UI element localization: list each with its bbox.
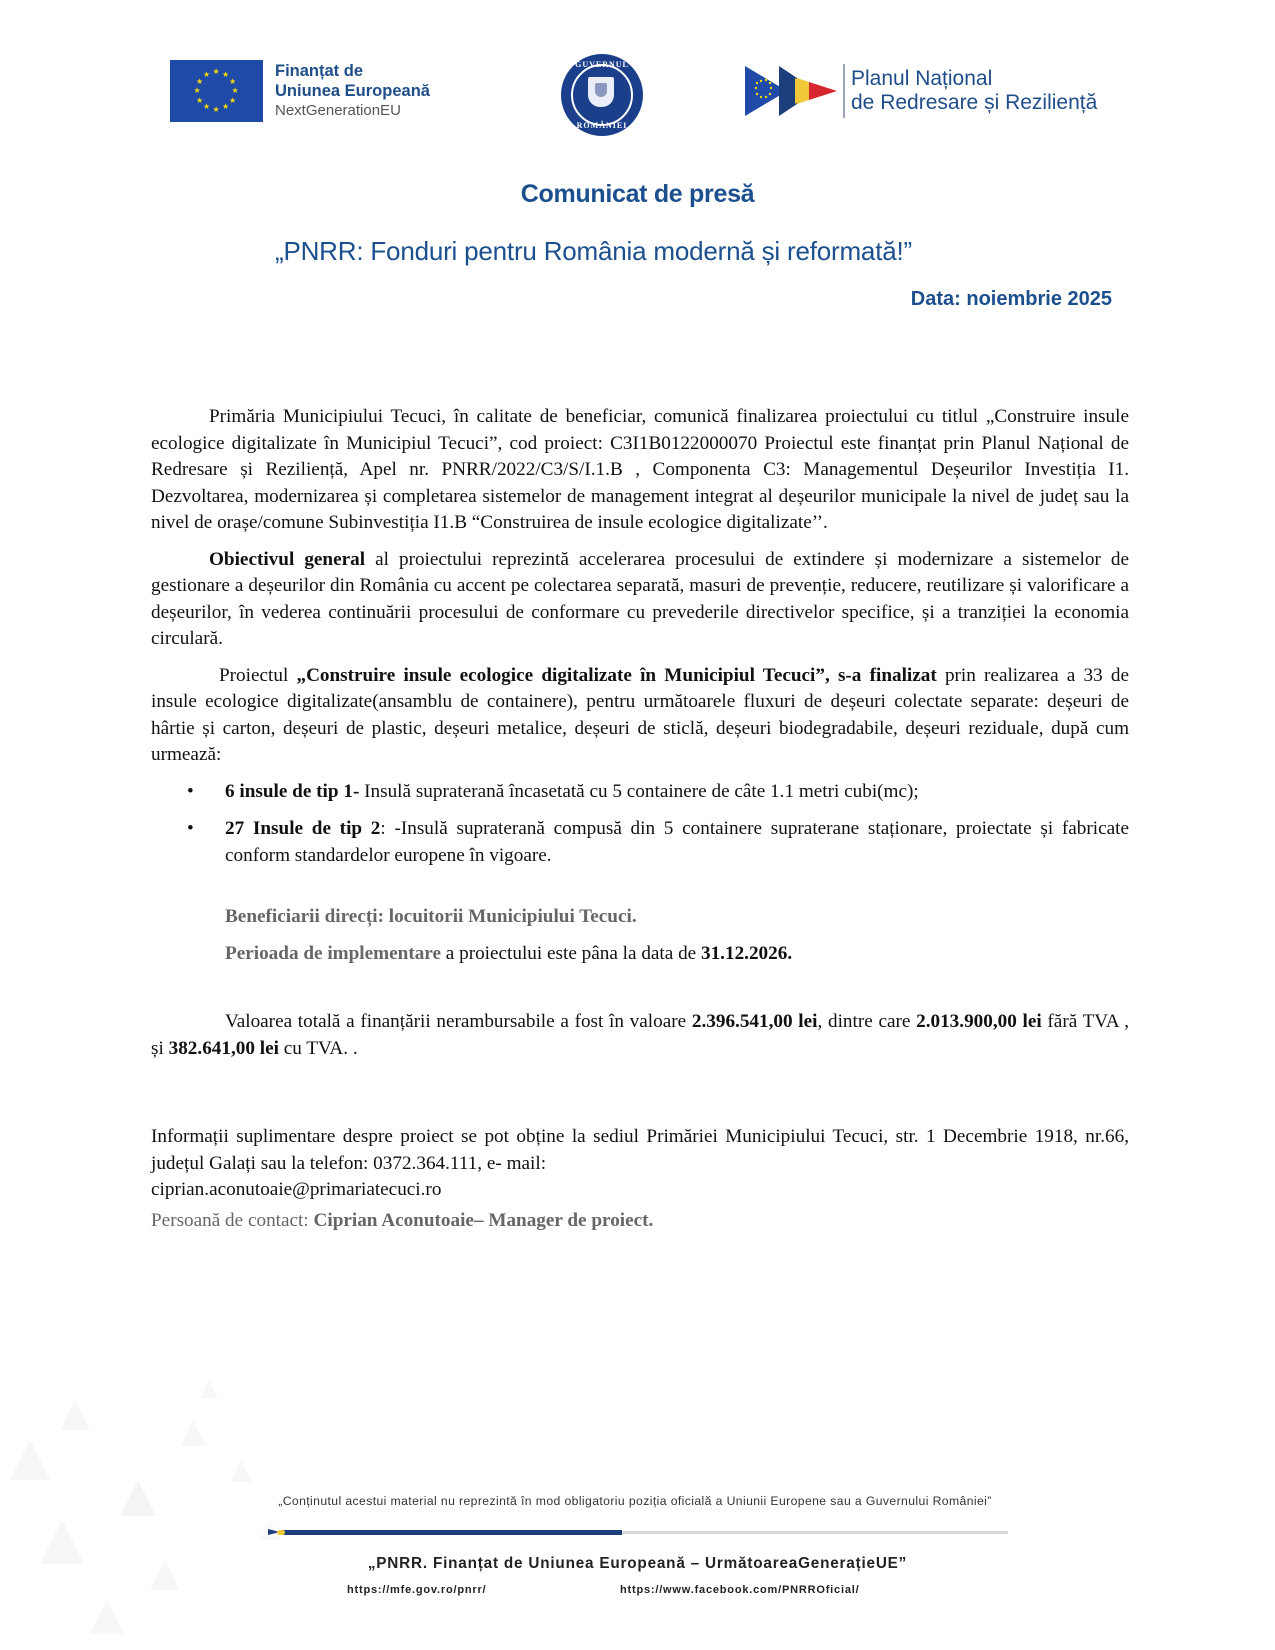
contact-email[interactable]: ciprian.aconutoaie@primariatecuci.ro — [151, 1179, 442, 1200]
contact-person — [151, 1208, 1129, 1235]
eu-logo-text — [275, 61, 430, 121]
eu-star-icon: ★ — [196, 76, 204, 86]
eu-funding-logo — [170, 60, 430, 122]
period-label: Perioada de implementare — [225, 942, 441, 964]
disclaimer-text: „Conținutul acestui material nu reprezintă în mod obligatoriu poziția oficială a Uniunii Europene sau a Guvernului României” — [278, 1494, 992, 1508]
eu-star-icon: ★ — [222, 69, 230, 79]
eu-star-icon: ★ — [193, 86, 201, 95]
island-types-list — [151, 779, 1129, 870]
eu-star-icon: ★ — [222, 102, 230, 112]
objective-text: al proiectului reprezintă accelerarea procesului de extindere și modernizare a sistemelor de gestionare a deșeurilor din România cu accent pe colectarea separată, masuri de prevenție, reducere, reutilizare și valorificare a deșeurilor, în vederea continuării procesului de conformare cu prevederile directivelor specifice, și a tranziției la economia circulară. — [151, 548, 1130, 649]
logo-divider — [843, 64, 845, 118]
decorative-triangle — [230, 1460, 252, 1482]
project-paragraph — [151, 663, 1129, 769]
eu-logo-line3: NextGenerationEU — [275, 102, 401, 119]
value-text: Valoarea totală a finanțării nerambursabile a fost în valoare — [225, 1011, 692, 1032]
footer-slogan: „PNRR. Finanțat de Uniunea Europeană – UrmătoareaGenerațieUE” — [367, 1555, 908, 1572]
eu-flag-icon — [170, 60, 263, 122]
coat-of-arms-icon — [588, 77, 614, 107]
eu-star-icon: ★ — [212, 105, 220, 114]
list-item-text: Insulă supraterană încasetată cu 5 containere de câte 1.1 metri cubi(mc); — [359, 780, 919, 802]
funding-value-paragraph — [151, 1009, 1129, 1062]
eu-star-icon: ★ — [228, 76, 237, 86]
decorative-triangle — [90, 1600, 124, 1634]
list-item — [187, 779, 1129, 806]
bullet-icon: • — [187, 780, 194, 802]
objective-label: Obiectivul general — [209, 548, 366, 570]
contact-label: Persoană de contact: — [151, 1209, 314, 1231]
project-name: „Construire insule ecologice digitalizate în Municipiul Tecuci”, s-a finalizat — [296, 664, 937, 686]
page-title: Comunicat de presă — [520, 180, 755, 208]
value-text: cu TVA. . — [278, 1037, 358, 1059]
document-date: Data: noiembrie 2025 — [910, 288, 1112, 310]
bar-grey-segment — [622, 1531, 1008, 1534]
value-vat: 382.641,00 lei — [168, 1037, 279, 1059]
objective-paragraph — [151, 547, 1129, 653]
bar-blue-segment — [282, 1530, 622, 1535]
list-item-text: : -Insulă supraterană compusă din 5 containere supraterane staționare, proiectate și fabricate conform standardelor europene în vigoare. — [225, 818, 1130, 866]
list-item-bold: 27 Insule de tip 2 — [225, 818, 381, 839]
eu-star-icon: ★ — [203, 69, 211, 79]
decorative-triangle — [60, 1400, 90, 1430]
decorative-triangle — [200, 1380, 218, 1398]
footer-divider-bar — [268, 1530, 1008, 1535]
eu-star-icon: ★ — [231, 86, 239, 95]
decorative-triangle — [180, 1420, 206, 1446]
value-total: 2.396.541,00 lei — [691, 1011, 818, 1032]
intro-paragraph: Primăria Municipiului Tecuci, în calitate de beneficiar, comunică finalizarea proiectului cu titlul „Construire insule ecologice digitalizate în Municipiul Tecuci”, cod proiect: C3I1B0122000070 Proiectul este finanțat prin Planul Național de Redresare și Reziliență, Apel nr. PNRR/2022/C3/S/I.1.B , Componenta C3: Managementul Deșeurilor Investiția I1. Dezvoltarea, modernizarea și completarea sistemelor de management integrat al deșeurilor municipale la nivel de județ sau la nivel de orașe/comune Subinvestiția I1.B “Construirea de insule ecologice digitalizate’’. — [151, 406, 1129, 533]
page-subtitle: „PNRR: Fonduri pentru România modernă și reformată!” — [275, 236, 912, 266]
eu-star-icon: ★ — [228, 95, 237, 105]
period-text: a proiectului este pâna la data de — [441, 942, 701, 964]
seal-top-text: GUVERNUL — [575, 60, 629, 69]
bullet-icon: • — [187, 818, 194, 839]
implementation-period — [151, 941, 1129, 968]
eu-star-icon: ★ — [196, 95, 204, 105]
info-text: Informații suplimentare despre proiect se pot obține la sediul Primăriei Municipiului Tecuci, str. 1 Decembrie 1918, nr.66, județul Galați sau la telefon: 0372.364.111, e- mail: — [151, 1126, 1129, 1174]
contact-name: Ciprian Aconutoaie– Manager de proiect. — [313, 1209, 654, 1231]
eu-logo-line1: Finanțat de — [275, 62, 364, 80]
period-date: 31.12.2026. — [700, 942, 793, 964]
project-prefix: Proiectul — [219, 664, 297, 686]
bar-yellow-dot — [277, 1530, 285, 1535]
project-text: prin realizarea a 33 de insule ecologice digitalizate(ansamblu de containere), pentru următoarele fluxuri de deșeuri colectate separate: deșeuri de hârtie și carton, deșeuri de plastic, deșeuri metalice, deșeuri de sticlă, deșeuri biodegradabile, deșeuri reziduale, după cum urmează: — [151, 664, 1129, 765]
value-text: fără TVA , și — [151, 1011, 1129, 1059]
list-item-bold: 6 insule de tip 1- — [225, 780, 360, 802]
info-paragraph — [151, 1124, 1129, 1204]
eu-star-icon: ★ — [212, 67, 220, 76]
pnrr-logo — [745, 64, 1097, 118]
footer-link-facebook[interactable]: https://www.facebook.com/PNRROficial/ — [620, 1584, 860, 1596]
eu-star-icon: ★ — [203, 102, 211, 112]
footer-link-mfe[interactable]: https://mfe.gov.ro/pnrr/ — [347, 1584, 487, 1596]
value-text: , dintre care — [817, 1011, 917, 1032]
eu-logo-line2: Uniunea Europeană — [275, 82, 430, 100]
pnrr-logo-line1: Planul Național — [851, 67, 993, 90]
press-release-body — [151, 404, 1129, 1244]
romanian-government-seal — [561, 54, 643, 136]
pnrr-logo-line2: de Redresare și Reziliență — [851, 91, 1098, 114]
seal-bottom-text: ROMÂNIEI — [576, 121, 628, 130]
pnrr-logo-text — [851, 67, 1097, 115]
beneficiaries-line: Beneficiarii direcți: locuitorii Municipiului Tecuci. — [225, 906, 637, 927]
value-no-vat: 2.013.900,00 lei — [916, 1011, 1042, 1032]
list-item — [187, 816, 1130, 869]
pnrr-arrows-icon — [745, 64, 837, 118]
decorative-triangle — [10, 1440, 50, 1480]
